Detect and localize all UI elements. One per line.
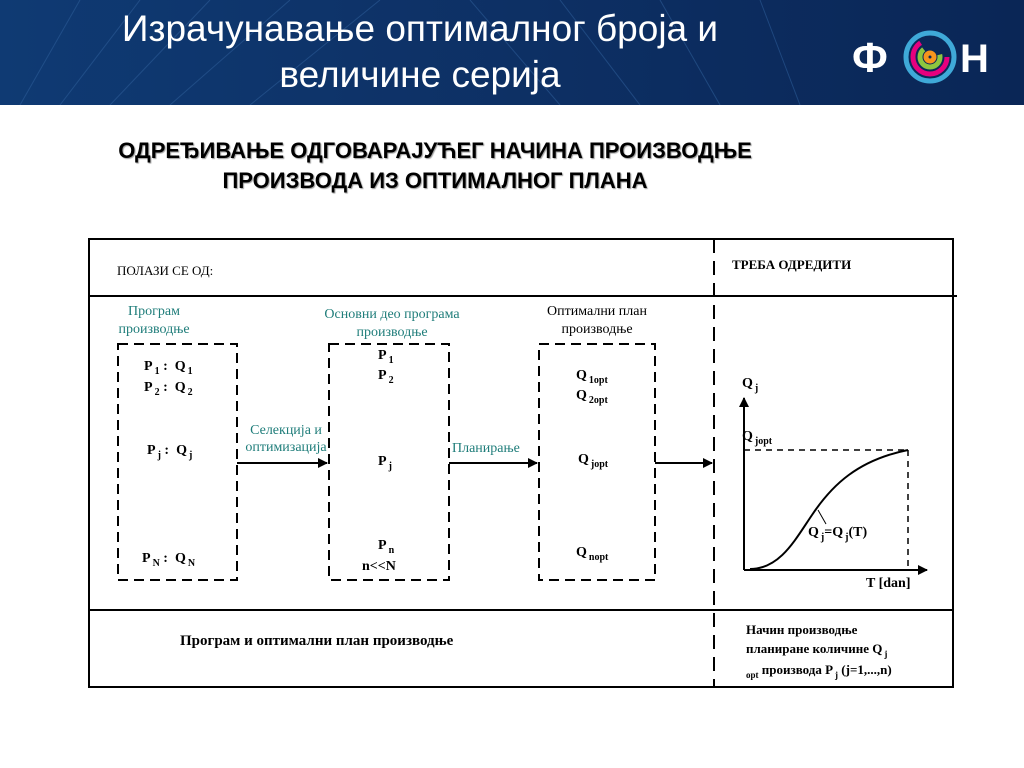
core-p2: P $_2$ [378,368,394,386]
selection-label-line2: оптимизација [245,440,327,455]
subtitle-line1: ОДРЕЂИВАЊЕ ОДГОВАРАЈУЋЕГ НАЧИНА ПРОИЗВОДЊЕ [118,138,752,163]
subtitle-line2: ПРОИЗВОДА ИЗ ОПТИМАЛНОГ ПЛАНА [222,168,648,193]
logo-letter-f: Ф [852,34,888,81]
optimal-plan-title [527,303,667,339]
bottom-right-line3: $_{opt}$ производа P $_j$ (j=1,...,n) [746,662,892,680]
bottom-right-line1: Начин производње [746,622,858,637]
logo-letter-n: Н [960,37,989,81]
bottom-right-line2: планиране количине Q $_j$ [746,641,888,659]
program-row-1: P $_1$ : Q $_1$ [144,359,193,377]
bottom-left-label: Програм и оптимални план производње [180,633,454,649]
plan-q1: Q $_{1opt}$ [576,368,608,386]
plan-qj: Q $_{jopt}$ [578,452,609,470]
plan-qn: Q $_{nopt}$ [576,545,609,563]
core-program-title-line1: Основни део програма [324,307,460,322]
core-program-title-line2: производње [356,325,428,340]
program-row-j: P $_j$ : Q $_j$ [147,443,193,461]
core-pj: P $_j$ [378,454,392,472]
planning-label: Планирање [452,441,520,456]
core-pn: P $_n$ [378,538,395,556]
program-row-2: P $_2$ : Q $_2$ [144,380,193,398]
determine-label: ТРЕБА ОДРЕДИТИ [732,257,852,272]
selection-label-line1: Селекција и [250,423,322,438]
program-row-n: P $_N$ : Q $_N$ [142,551,196,569]
graph-curve-label: Q $_j$=Q $_j$(T) [808,525,868,543]
curve-leader [818,510,826,524]
core-condition: n<<N [362,559,396,574]
start-label: ПОЛАЗИ СЕ ОД: [117,263,214,278]
slide-title-line1: Израчунавање оптималног броја и [121,8,719,49]
selection-label [234,422,338,456]
graph-y-label: Q $_j$ [742,376,759,394]
core-p1: P $_1$ [378,348,394,366]
graph-x-label: T [dan] [866,576,911,591]
graph-curve [750,450,908,569]
bottom-right-label [746,620,892,681]
program-title-line2: производње [118,322,190,337]
core-program-title [300,306,484,342]
program-title [104,303,204,339]
optimal-plan-title-line1: Оптимални план [547,304,647,319]
optimal-plan-title-line2: производње [561,322,633,337]
graph-level-label: Q $_{jopt}$ [742,429,773,447]
slide-title-line2: величине серија [279,54,561,95]
plan-q2: Q $_{2opt}$ [576,388,608,406]
program-title-line1: Програм [128,304,180,319]
